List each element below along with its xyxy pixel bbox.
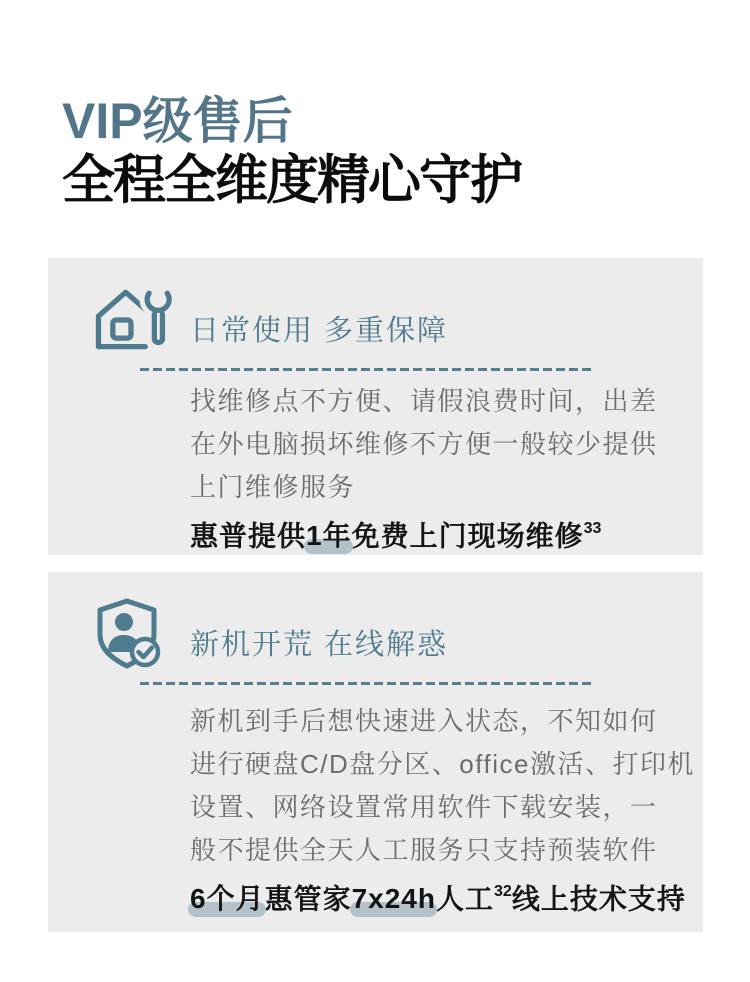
house-wrench-icon: [88, 280, 172, 358]
promise-text: 免费上门现场维修: [351, 520, 584, 552]
body-line: 般不提供全天人工服务只支持预装软件: [190, 835, 658, 865]
page-title: VIP级售后: [62, 93, 293, 149]
body-line: 上门维修服务: [190, 472, 356, 502]
promise-line-onsite-repair: [190, 509, 658, 557]
highlight-1-year: 1年: [306, 520, 352, 552]
dashed-divider: [140, 368, 592, 371]
card-daily-body: [190, 380, 658, 557]
footnote-33: 33: [583, 520, 602, 537]
highlight-6-months: 6个月: [190, 883, 265, 915]
promise-text: 线上技术支持: [511, 883, 686, 915]
card-daily-heading: 日常使用 多重保障: [190, 315, 449, 347]
body-line: 新机到手后想快速进入状态，不知如何: [190, 706, 658, 736]
page-subtitle: 全程全维度精心守护: [62, 151, 521, 210]
promise-text: 惠管家: [264, 883, 352, 915]
promise-line-tech-support: [190, 872, 695, 920]
shield-user-check-icon: [88, 594, 172, 672]
body-line: 在外电脑损坏维修不方便一般较少提供: [190, 429, 658, 459]
body-line: 找维修点不方便、请假浪费时间，出差: [190, 386, 658, 416]
promise-text: 人工: [436, 883, 495, 915]
footnote-32: 32: [494, 883, 512, 900]
dashed-divider: [140, 682, 592, 685]
card-onboarding-heading: 新机开荒 在线解惑: [190, 629, 449, 661]
body-line: 进行硬盘C/D盘分区、office激活、打印机: [190, 749, 695, 779]
card-daily-use: [48, 258, 703, 555]
card-onboarding: [48, 572, 703, 932]
body-line: 设置、网络设置常用软件下载安装，一: [190, 792, 658, 822]
card-onboarding-body: [190, 700, 695, 920]
highlight-7x24h: 7x24h: [351, 883, 436, 915]
promise-text: 惠普提供: [190, 520, 307, 552]
